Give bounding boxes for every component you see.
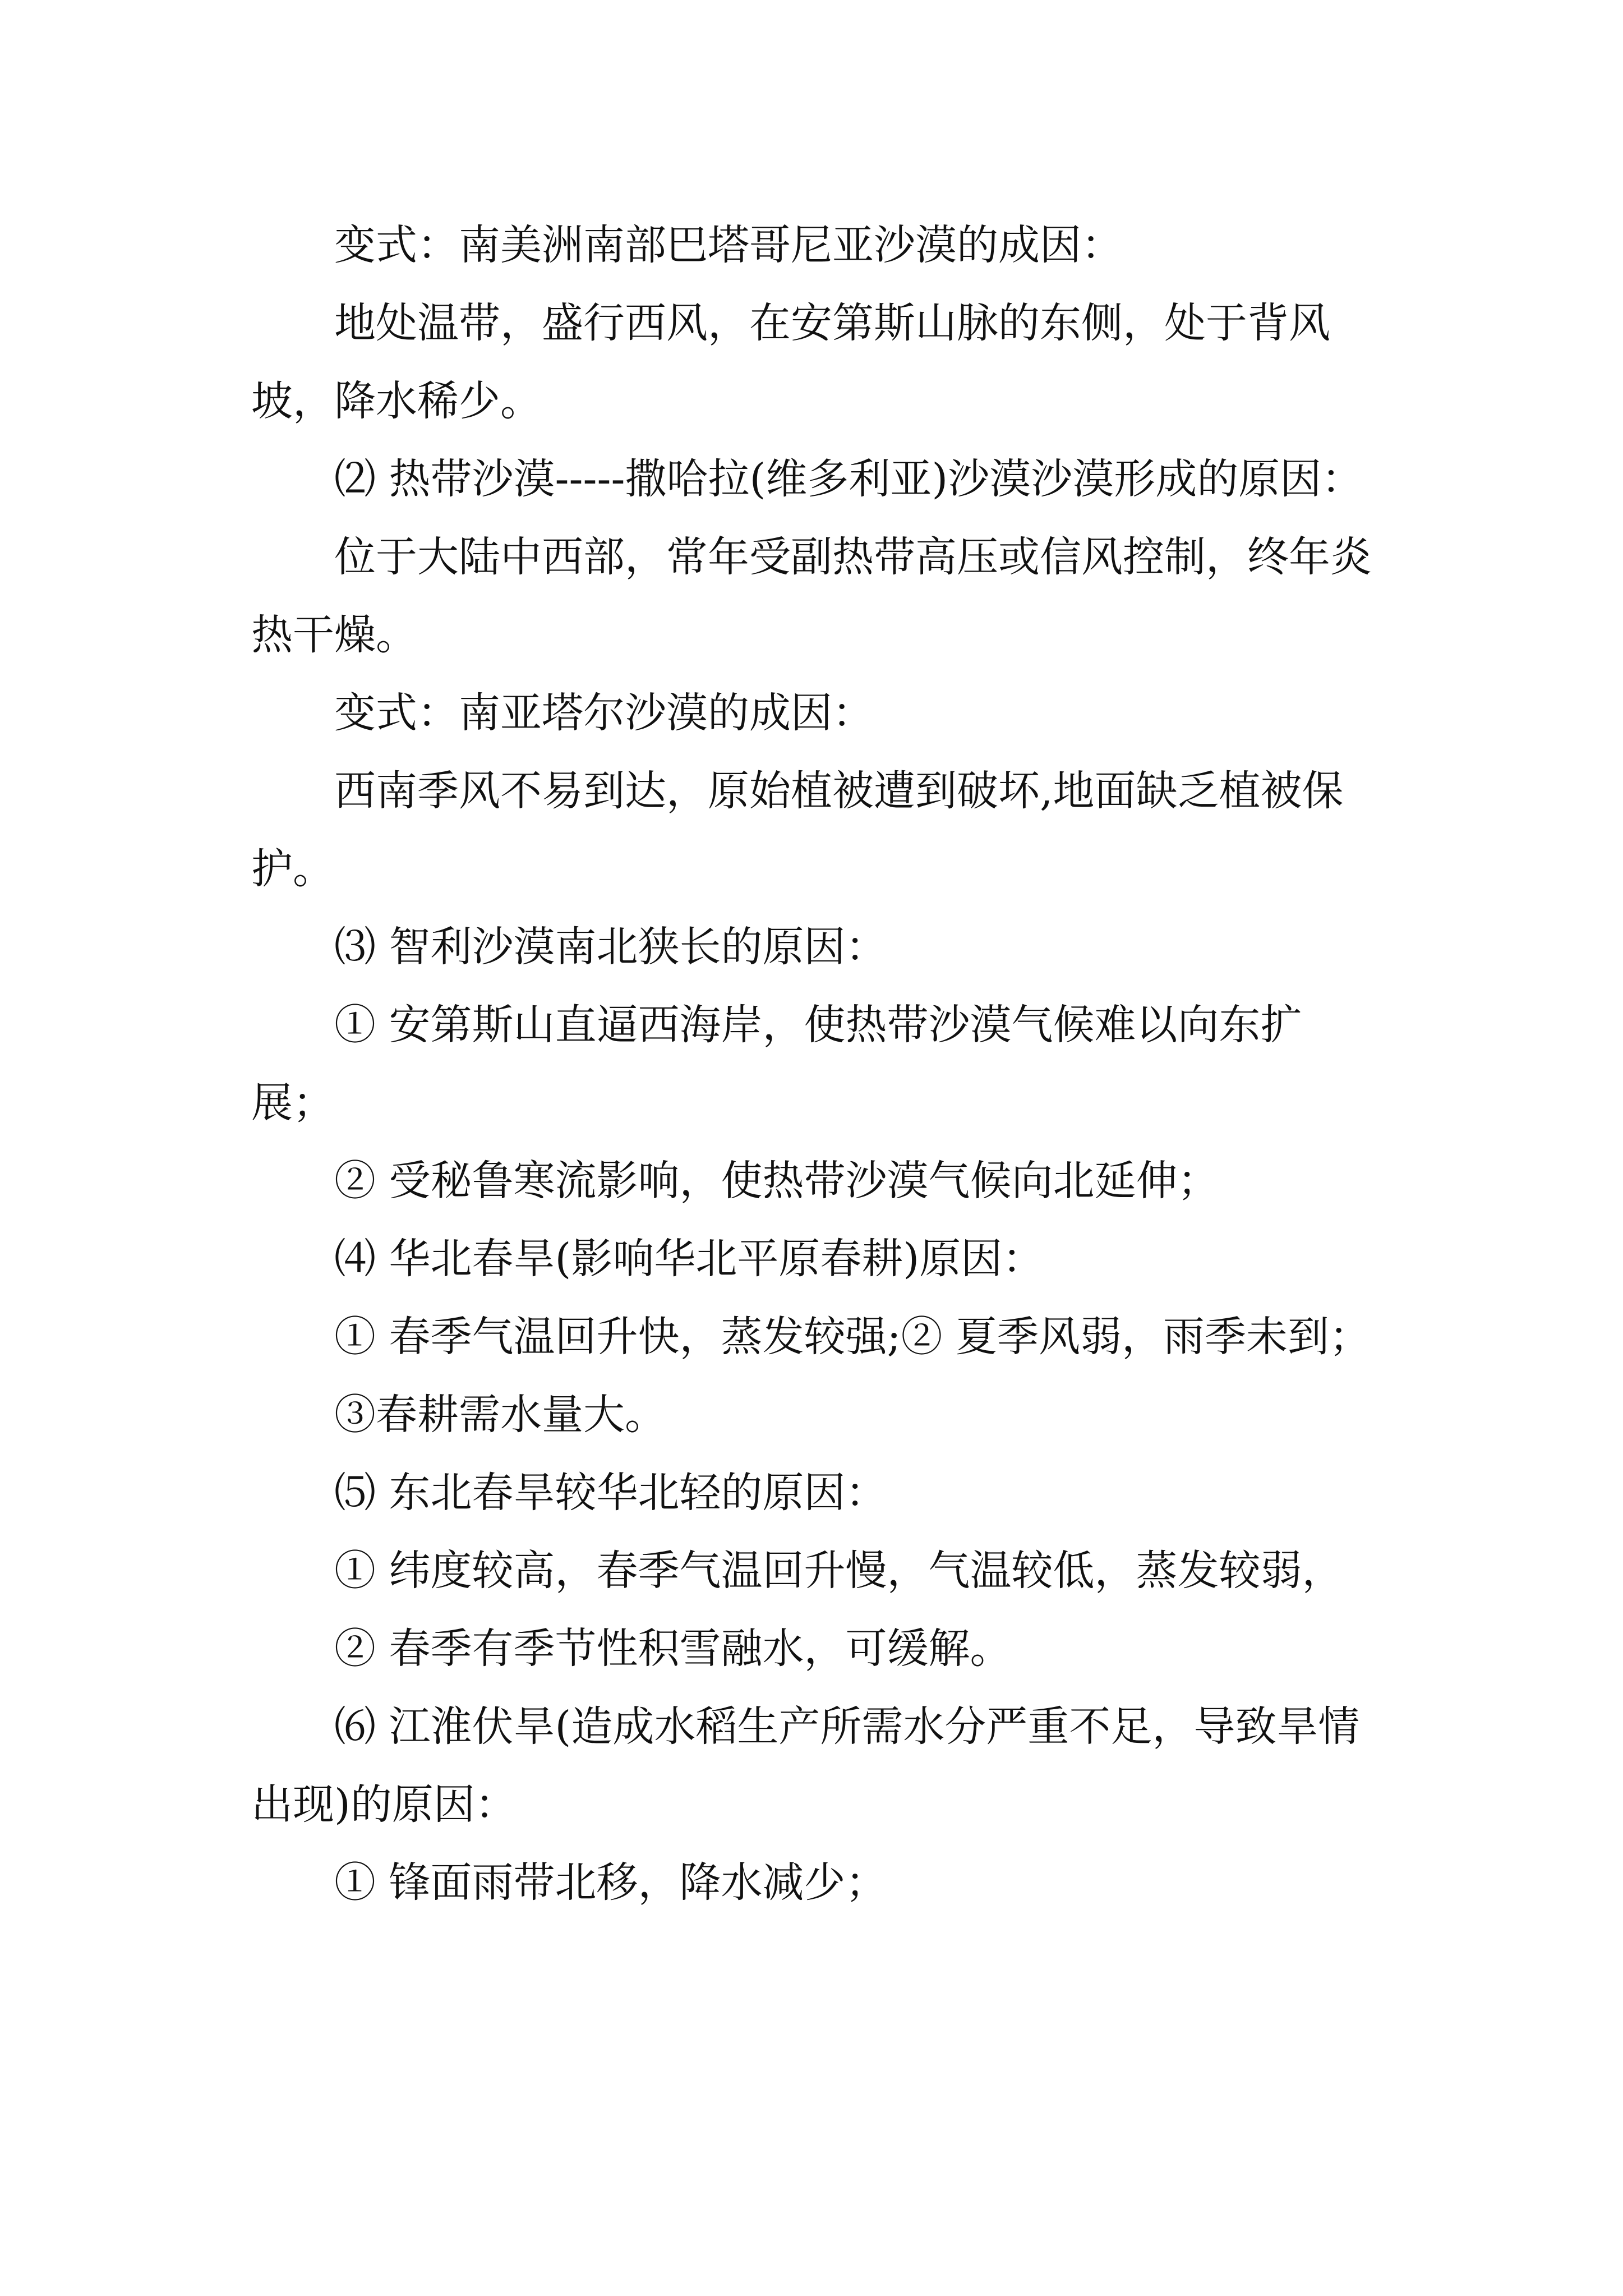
paragraph-patagonia-cause: 地处温带，盛行西风，在安第斯山脉的东侧，处于背风坡，降水稀少。 [251,299,1330,425]
paragraph-variant-patagonia: 变式：南美洲南部巴塔哥尼亚沙漠的成因： [334,221,1123,269]
paragraph-tropical-desert-heading: ⑵ 热带沙漠-----撒哈拉(维多利亚)沙漠沙漠形成的原因： [334,455,1363,503]
paragraph-variant-thar: 变式：南亚塔尔沙漠的成因： [334,689,874,737]
paragraph-chile-reason-2: ② 受秘鲁寒流影响，使热带沙漠气候向北延伸； [334,1157,1219,1205]
paragraph-sahara-cause: 位于大陆中西部，常年受副热带高压或信风控制，终年炎热干燥。 [251,533,1372,659]
paragraph-chile-reason-1: ① 安第斯山直逼西海岸，使热带沙漠气候难以向东扩展； [251,1001,1302,1127]
paragraph-thar-cause: 西南季风不易到达，原始植被遭到破坏,地面缺乏植被保护。 [251,767,1344,893]
paragraph-jianghuai-reason-1: ① 锋面雨带北移，降水减少； [334,1858,887,1907]
paragraph-northeast-drought-heading: ⑸ 东北春旱较华北轻的原因： [334,1469,887,1517]
paragraph-north-china-drought-heading: ⑷ 华北春旱(影响华北平原春耕)原因： [334,1235,1044,1283]
paragraph-north-china-reason-3: ③春耕需水量大。 [334,1391,666,1439]
document-body [251,206,1375,1922]
paragraph-northeast-reason-1: ① 纬度较高，春季气温回升慢，气温较低，蒸发较弱， [334,1547,1344,1595]
paragraph-jianghuai-drought-heading: ⑹ 江淮伏旱(造成水稻生产所需水分严重不足，导致旱情出现)的原因： [251,1703,1360,1829]
paragraph-chile-desert-heading: ⑶ 智利沙漠南北狭长的原因： [334,923,887,971]
paragraph-northeast-reason-2: ② 春季有季节性积雪融水，可缓解。 [334,1625,1012,1673]
paragraph-north-china-reasons-1-2: ① 春季气温回升快，蒸发较强;② 夏季风弱，雨季未到； [334,1313,1371,1361]
